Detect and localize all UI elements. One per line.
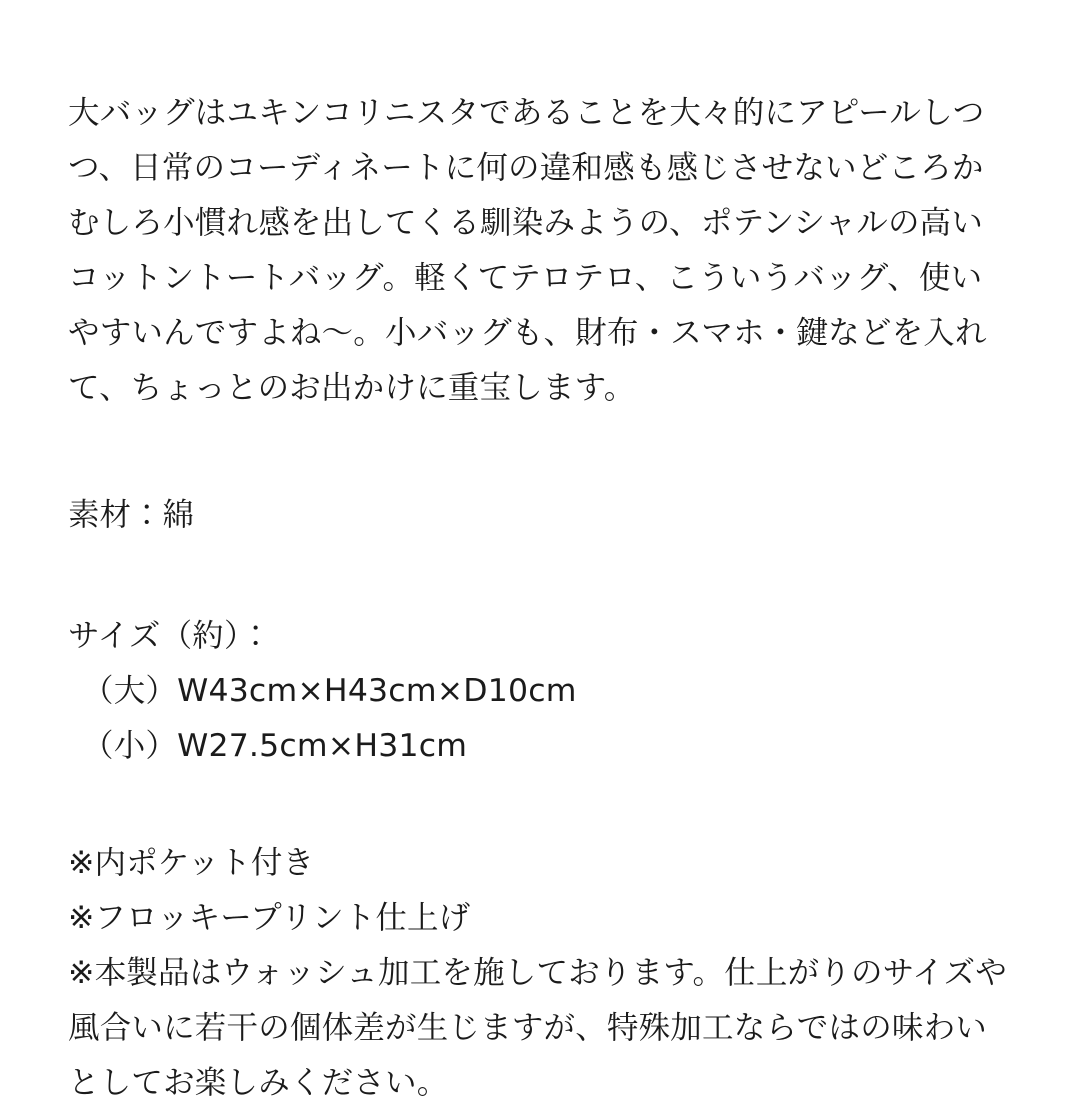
notes-section [68,836,1008,1111]
product-description-paragraph: 大バッグはユキンコリニスタであることを大々的にアピールしつつ、日常のコーディネートに何の違和感も感じさせないどころかむしろ小慣れ感を出してくる馴染みようの、ポテンシャルの高いコットントートバッグ。軽くてテロテロ、こういうバッグ、使いやすいんですよね〜。小バッグも、財布・スマホ・鍵などを入れて、ちょっとのお出かけに重宝します。 [68,95,987,406]
spacer-after-size [68,774,1008,836]
size-line-small: （小）W27.5cm×H31cm [82,728,468,764]
size-section [68,609,1008,774]
note-flocky-print: ※フロッキープリント仕上げ [68,900,471,936]
size-heading: サイズ（約）： [68,618,272,654]
size-line-large: （大）W43cm×H43cm×D10cm [82,673,577,709]
note-inner-pocket: ※内ポケット付き [68,845,315,881]
spacer-after-material [68,543,1008,609]
description-content [68,86,1008,1111]
spacer-after-description [68,416,1008,488]
material-label: 素材：綿 [68,497,195,533]
note-wash-processing: ※本製品はウォッシュ加工を施しております。仕上がりのサイズや風合いに若干の個体差が生じますが、特殊加工ならではの味わいとしてお楽しみください。 [68,955,1007,1101]
